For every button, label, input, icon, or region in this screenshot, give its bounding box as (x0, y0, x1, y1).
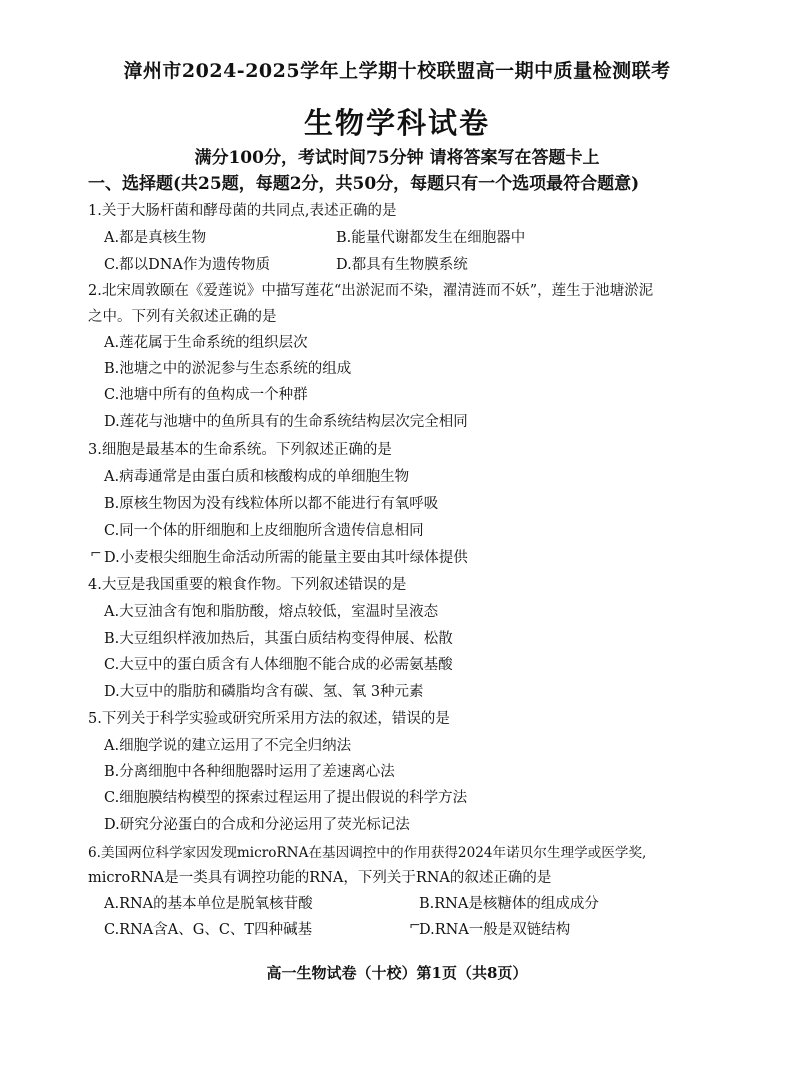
question-5-stem: 5.下列关于科学实验或研究所采用方法的叙述，错误的是 (88, 711, 450, 727)
question-2-option-d: D.莲花与池塘中的鱼所具有的生命系统结构层次完全相同 (104, 414, 468, 430)
question-6-option-a: A.RNA的基本单位是脱氧核苷酸 (104, 896, 313, 912)
question-3-option-d: D.小麦根尖细胞生命活动所需的能量主要由其叶绿体提供 (104, 550, 468, 566)
question-5-option-c: C.细胞膜结构模型的探索过程运用了提出假说的科学方法 (104, 790, 468, 806)
exam-note: 满分100分，考试时间75分钟 请将答案写在答题卡上 (194, 148, 600, 168)
question-3-option-a: A.病毒通常是由蛋白质和核酸构成的单细胞生物 (104, 469, 410, 485)
question-4-option-a: A.大豆油含有饱和脂肪酸，熔点较低，室温时呈液态 (104, 604, 439, 620)
question-6-stem: 6.美国两位科学家因发现microRNA在基因调控中的作用获得2024年诺贝尔生理学或医学奖, (88, 845, 647, 861)
exam-title: 漳州市2024-2025学年上学期十校联盟高一期中质量检测联考 (123, 60, 671, 82)
question-5-option-d: D.研究分泌蛋白的合成和分泌运用了荧光标记法 (104, 817, 410, 833)
pen-mark: ⌐ (90, 546, 102, 562)
question-5-option-a: A.细胞学说的建立运用了不完全归纳法 (104, 738, 352, 754)
question-3-option-c: C.同一个体的肝细胞和上皮细胞所含遗传信息相同 (104, 523, 424, 539)
question-1-option-d: D.都具有生物膜系统 (336, 257, 468, 273)
question-1-option-c: C.都以DNA作为遗传物质 (104, 257, 270, 273)
question-4-option-d: D.大豆中的脂肪和磷脂均含有碳、氢、氧 3种元素 (104, 684, 424, 700)
question-6-option-c: C.RNA含A、G、C、T四种碱基 (104, 922, 313, 938)
question-6-stem-cont: microRNA是一类具有调控功能的RNA，下列关于RNA的叙述正确的是 (88, 870, 552, 886)
question-2-option-c: C.池塘中所有的鱼构成一个种群 (104, 387, 308, 403)
question-6-option-b: B.RNA是核糖体的组成成分 (419, 896, 599, 912)
question-6-option-d: D.RNA一般是双链结构 (419, 922, 571, 938)
section-title: 一、选择题(共25题，每题2分，共50分，每题只有一个选项最符合题意) (88, 174, 640, 194)
pen-mark: ⌐ (409, 918, 421, 934)
question-1-option-a: A.都是真核生物 (104, 230, 207, 246)
question-1-option-b: B.能量代谢都发生在细胞器中 (336, 230, 526, 246)
subject-title: 生物学科试卷 (303, 106, 490, 140)
question-2-stem: 2.北宋周敦颐在《爱莲说》中描写莲花“出淤泥而不染，濯清涟而不妖”，莲生于池塘淤泥 (88, 283, 654, 299)
question-3-stem: 3.细胞是最基本的生命系统。下列叙述正确的是 (88, 442, 392, 458)
question-5-option-b: B.分离细胞中各种细胞器时运用了差速离心法 (104, 764, 395, 780)
question-3-option-b: B.原核生物因为没有线粒体所以都不能进行有氧呼吸 (104, 496, 439, 512)
question-2-option-a: A.莲花属于生命系统的组织层次 (104, 335, 308, 351)
page-footer: 高一生物试卷（十校）第1页（共8页） (266, 964, 528, 982)
question-2-stem-cont: 之中。下列有关叙述正确的是 (88, 309, 277, 325)
question-4-option-b: B.大豆组织样液加热后，其蛋白质结构变得伸展、松散 (104, 631, 453, 647)
question-1-stem: 1.关于大肠杆菌和酵母菌的共同点,表述正确的是 (88, 203, 397, 219)
question-2-option-b: B.池塘之中的淤泥参与生态系统的组成 (104, 361, 352, 377)
question-4-stem: 4.大豆是我国重要的粮食作物。下列叙述错误的是 (88, 577, 407, 593)
question-4-option-c: C.大豆中的蛋白质含有人体细胞不能合成的必需氨基酸 (104, 657, 453, 673)
